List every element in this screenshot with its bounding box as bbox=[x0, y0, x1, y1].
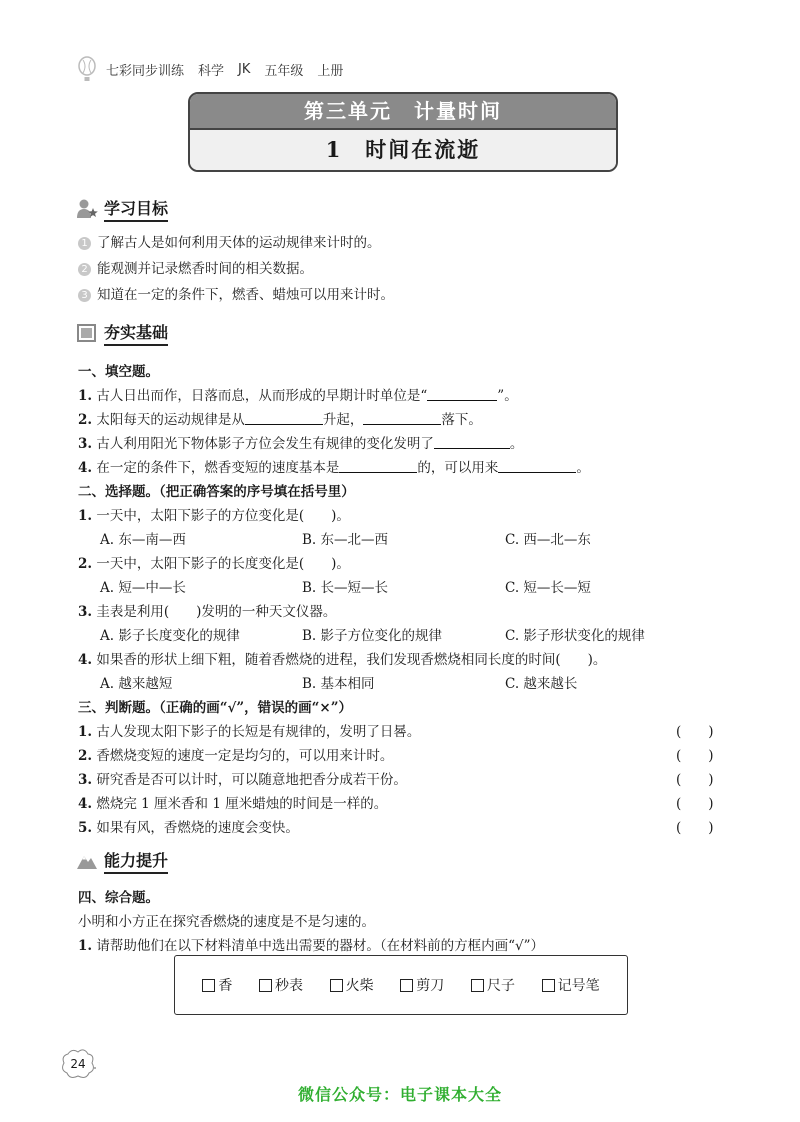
material-label: 香 bbox=[218, 978, 233, 994]
objective-2 bbox=[78, 257, 313, 277]
choice-q4 bbox=[78, 648, 606, 668]
question-number: 1. bbox=[78, 388, 93, 404]
answer-blank[interactable] bbox=[363, 412, 441, 425]
ability-heading-text: 能力提升 bbox=[104, 848, 168, 874]
choice-q3-option-b[interactable]: B. 影子方位变化的规律 bbox=[302, 628, 443, 644]
checkbox[interactable] bbox=[330, 979, 343, 992]
material-label: 秒表 bbox=[274, 978, 303, 994]
choice-q1-option-a[interactable]: A. 东—南—西 bbox=[100, 532, 186, 548]
material-stopwatch[interactable] bbox=[259, 975, 303, 995]
checkbox[interactable] bbox=[542, 979, 555, 992]
judge-answer-paren[interactable]: ( ) bbox=[676, 820, 714, 836]
question-text: 一天中，太阳下影子的方位变化是( )。 bbox=[96, 508, 350, 524]
question-text: 在一定的条件下，燃香变短的速度基本是 bbox=[96, 460, 340, 476]
question-number: 2. bbox=[78, 412, 93, 428]
question-text: 圭表是利用( )发明的一种天文仪器。 bbox=[96, 604, 337, 620]
question-number: 2. bbox=[78, 748, 93, 764]
judge-item-4 bbox=[78, 792, 387, 812]
question-text: 太阳每天的运动规律是从 bbox=[96, 412, 245, 428]
answer-blank[interactable] bbox=[498, 460, 576, 473]
judge-title: 三、判断题。（正确的画“√”，错误的画“×”） bbox=[78, 700, 352, 716]
objective-text: 能观测并记录燃香时间的相关数据。 bbox=[97, 261, 313, 277]
lesson-title: 1 时间在流逝 bbox=[190, 130, 616, 170]
choice-q4-option-a[interactable]: A. 越来越短 bbox=[100, 676, 173, 692]
comp-intro: 小明和小方正在探究香燃烧的速度是不是匀速的。 bbox=[78, 914, 375, 930]
footer-watermark: 微信公众号：电子课本大全 bbox=[297, 1085, 502, 1104]
question-text: 古人发现太阳下影子的长短是有规律的，发明了日晷。 bbox=[96, 724, 421, 740]
choice-q4-option-b[interactable]: B. 基本相同 bbox=[302, 676, 375, 692]
question-text: 的，可以用来 bbox=[417, 460, 499, 476]
question-number: 3. bbox=[78, 604, 93, 620]
material-matches[interactable] bbox=[330, 975, 374, 995]
objective-number: 1 bbox=[78, 237, 91, 250]
question-text: 。 bbox=[576, 460, 590, 476]
learner-star-icon bbox=[76, 198, 98, 220]
checkbox[interactable] bbox=[471, 979, 484, 992]
material-label: 剪刀 bbox=[416, 978, 445, 994]
choice-title: 二、选择题。（把正确答案的序号填在括号里） bbox=[78, 484, 355, 500]
choice-q4-option-c[interactable]: C. 越来越长 bbox=[505, 676, 578, 692]
comp-title: 四、综合题。 bbox=[78, 890, 159, 906]
fill-title: 一、填空题。 bbox=[78, 364, 159, 380]
page-header bbox=[76, 56, 357, 82]
judge-item-5 bbox=[78, 816, 299, 836]
question-number: 1. bbox=[78, 938, 93, 954]
choice-q1 bbox=[78, 504, 350, 524]
question-number: 3. bbox=[78, 436, 93, 452]
question-text: 古人利用阳光下物体影子方位会发生有规律的变化发明了 bbox=[96, 436, 434, 452]
question-text: 如果有风，香燃烧的速度会变快。 bbox=[96, 820, 299, 836]
material-label: 尺子 bbox=[486, 978, 515, 994]
ability-heading bbox=[76, 848, 168, 874]
objective-number: 3 bbox=[78, 289, 91, 302]
question-number: 2. bbox=[78, 556, 93, 572]
choice-q2 bbox=[78, 552, 350, 572]
material-incense[interactable] bbox=[202, 975, 232, 995]
material-ruler[interactable] bbox=[471, 975, 515, 995]
judge-item-2 bbox=[78, 744, 393, 764]
page-number: 24 bbox=[70, 1057, 86, 1071]
checkbox[interactable] bbox=[202, 979, 215, 992]
question-text: 一天中，太阳下影子的长度变化是( )。 bbox=[96, 556, 350, 572]
objective-text: 了解古人是如何利用天体的运动规律来计时的。 bbox=[97, 235, 381, 251]
question-number: 3. bbox=[78, 772, 93, 788]
judge-answer-paren[interactable]: ( ) bbox=[676, 796, 714, 812]
basics-heading bbox=[76, 320, 168, 346]
basics-heading-text: 夯实基础 bbox=[104, 320, 168, 346]
question-text: 燃烧完 1 厘米香和 1 厘米蜡烛的时间是一样的。 bbox=[96, 796, 388, 812]
fill-q2 bbox=[78, 408, 482, 428]
material-label: 火柴 bbox=[345, 978, 374, 994]
material-label: 记号笔 bbox=[557, 978, 600, 994]
choice-q1-option-b[interactable]: B. 东—北—西 bbox=[302, 532, 389, 548]
materials-box bbox=[174, 955, 628, 1015]
judge-item-3 bbox=[78, 768, 407, 788]
question-text: 。 bbox=[509, 436, 524, 452]
balloon-icon bbox=[76, 56, 98, 82]
judge-answer-paren[interactable]: ( ) bbox=[676, 748, 714, 764]
question-text: 升起， bbox=[322, 412, 364, 428]
objective-text: 知道在一定的条件下，燃香、蜡烛可以用来计时。 bbox=[97, 287, 394, 303]
objective-number: 2 bbox=[78, 263, 91, 276]
question-text: 香燃烧变短的速度一定是均匀的，可以用来计时。 bbox=[96, 748, 394, 764]
choice-q2-option-a[interactable]: A. 短—中—长 bbox=[100, 580, 186, 596]
answer-blank[interactable] bbox=[434, 436, 510, 449]
material-scissors[interactable] bbox=[400, 975, 444, 995]
choice-q3-option-c[interactable]: C. 影子形状变化的规律 bbox=[505, 628, 645, 644]
header-grade: 五年级 bbox=[264, 63, 304, 79]
header-edition: JK bbox=[238, 61, 251, 77]
choice-q3 bbox=[78, 600, 336, 620]
question-number: 4. bbox=[78, 460, 93, 476]
objectives-heading-text: 学习目标 bbox=[104, 196, 168, 222]
question-text: 落下。 bbox=[441, 412, 482, 428]
question-text: 请帮助他们在以下材料清单中选出需要的器材。（在材料前的方框内画“√”） bbox=[96, 938, 545, 954]
material-marker[interactable] bbox=[542, 975, 600, 995]
choice-q2-option-b[interactable]: B. 长—短—长 bbox=[302, 580, 389, 596]
checkbox[interactable] bbox=[259, 979, 272, 992]
unit-title: 第三单元 计量时间 bbox=[190, 94, 616, 130]
answer-blank[interactable] bbox=[245, 412, 323, 425]
header-subject: 科学 bbox=[198, 63, 225, 79]
title-box bbox=[188, 92, 618, 172]
question-text: 古人日出而作，日落而息，从而形成的早期计时单位是“ bbox=[96, 388, 428, 404]
answer-blank[interactable] bbox=[427, 388, 497, 401]
fill-q4 bbox=[78, 456, 590, 476]
choice-q3-option-a[interactable]: A. 影子长度变化的规律 bbox=[100, 628, 240, 644]
judge-item-1 bbox=[78, 720, 420, 740]
judge-answer-paren[interactable]: ( ) bbox=[676, 724, 714, 740]
question-text: 如果香的形状上细下粗，随着香燃烧的进程，我们发现香燃烧相同长度的时间( )。 bbox=[96, 652, 607, 668]
question-number: 1. bbox=[78, 724, 93, 740]
question-text: ”。 bbox=[497, 388, 518, 404]
checkbox[interactable] bbox=[400, 979, 413, 992]
comp-q1 bbox=[78, 934, 544, 954]
header-volume: 上册 bbox=[317, 63, 344, 79]
question-number: 4. bbox=[78, 652, 93, 668]
question-number: 4. bbox=[78, 796, 93, 812]
mountain-icon bbox=[76, 850, 98, 872]
fill-q1 bbox=[78, 384, 518, 404]
choice-q1-option-c[interactable]: C. 西—北—东 bbox=[505, 532, 591, 548]
fill-q3 bbox=[78, 432, 523, 452]
book-icon bbox=[76, 322, 98, 344]
objective-1 bbox=[78, 231, 381, 251]
choice-q2-option-c[interactable]: C. 短—长—短 bbox=[505, 580, 591, 596]
judge-answer-paren[interactable]: ( ) bbox=[676, 772, 714, 788]
question-number: 1. bbox=[78, 508, 93, 524]
question-number: 5. bbox=[78, 820, 93, 836]
objective-3 bbox=[78, 283, 394, 303]
header-series: 七彩同步训练 bbox=[106, 63, 185, 79]
objectives-heading bbox=[76, 196, 168, 222]
answer-blank[interactable] bbox=[339, 460, 417, 473]
question-text: 研究香是否可以计时，可以随意地把香分成若干份。 bbox=[96, 772, 407, 788]
